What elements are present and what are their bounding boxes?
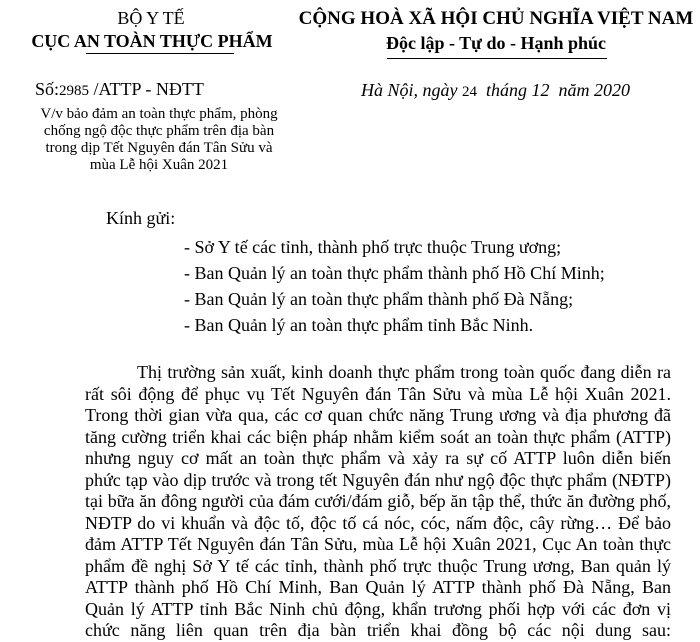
body-line: phức tạp vào dịp trước và trong tết Nguyên đán như ngộ độc thực phẩm (NĐTP) <box>85 469 671 490</box>
body-paragraph <box>85 362 671 642</box>
recipient-item: - Sở Y tế các tỉnh, thành phố trực thuộc Trung ương; <box>184 237 562 257</box>
body-line: Trong thời gian vừa qua, các cơ quan chức năng Trung ương và địa phương đã <box>85 405 671 425</box>
doc-no-prefix: Số: <box>35 79 60 99</box>
subject-line: trong dịp Tết Nguyên đán Tân Sửu và <box>45 140 273 156</box>
subject-line: chống ngộ độc thực phẩm trên địa bàn <box>43 123 275 139</box>
recipient-item: - Ban Quản lý an toàn thực phẩm thành phố Hồ Chí Minh; <box>184 263 605 283</box>
body-line: Thị trường sản xuất, kinh doanh thực phẩm trong toàn quốc đang diễn ra <box>137 362 671 382</box>
body-line: tăng cường triển khai các biện pháp nhằm kiểm soát an toàn thực phẩm (ATTP) <box>85 426 671 447</box>
body-line: NĐTP do vi khuẩn và độc tố, độc tố cá nóc, cóc, nấm độc, cây rừng… Để bảo <box>85 512 671 533</box>
subject-line: V/v bảo đảm an toàn thực phẩm, phòng <box>40 106 278 122</box>
body-line: phẩm đề nghị Sở Y tế các tỉnh, thành phố trực thuộc Trung ương, Ban quản lý <box>85 555 671 576</box>
date-place: Hà Nội, ngày <box>361 80 458 100</box>
recipient-item: - Ban Quản lý an toàn thực phẩm tỉnh Bắc Ninh. <box>184 315 534 335</box>
date-year: năm 2020 <box>558 80 631 100</box>
document-number <box>35 79 204 100</box>
body-line: rất sôi động để phục vụ Tết Nguyên đán Tân Sửu và mùa Lễ hội Xuân 2021. <box>85 383 671 404</box>
body-line: nhưng nguy cơ mất an toàn thực phẩm và xảy ra sự cố ATTP luôn diễn biến <box>85 448 671 468</box>
country-name: CỘNG HOÀ XÃ HỘI CHỦ NGHĨA VIỆT NAM <box>298 8 694 29</box>
body-line: Quản lý ATTP tỉnh Bắc Ninh chủ động, khẩn trương phối hợp với các đơn vị <box>85 598 671 619</box>
body-line: ATTP thành phố Hồ Chí Minh, Ban Quản lý ATTP thành phố Đà Nẵng, Ban <box>85 577 671 597</box>
date-month-label: tháng <box>486 80 528 100</box>
recipient-item: - Ban Quản lý an toàn thực phẩm thành phố Đà Nẵng; <box>184 289 574 309</box>
national-motto: Độc lập - Tự do - Hạnh phúc <box>385 33 607 53</box>
document-subject <box>24 106 294 174</box>
date-day: 24 <box>462 84 477 100</box>
agency-name: CỤC AN TOÀN THỰC PHẨM <box>31 31 273 51</box>
body-line: đảm ATTP Tết Nguyên đán Tân Sửu, mùa Lễ hội Xuân 2021, Cục An toàn thực <box>85 534 671 554</box>
doc-no-suffix: /ATTP - NĐTT <box>93 79 204 99</box>
motto-underline <box>387 58 607 59</box>
agency-underline <box>86 53 234 54</box>
date-month: 12 <box>531 80 550 100</box>
dateline <box>361 80 630 101</box>
body-line: tại bữa ăn đông người của đám cưới/đám giỗ, bếp ăn tập thể, thức ăn đường phố, <box>85 491 671 511</box>
body-line: chức năng liên quan trên địa bàn triển khai đồng bộ các nội dung sau: <box>85 620 671 640</box>
doc-no-value: 2985 <box>59 83 90 99</box>
ministry-name: BỘ Y TẾ <box>117 8 185 28</box>
subject-line: mùa Lễ hội Xuân 2021 <box>89 157 229 173</box>
recipient-list <box>184 234 605 338</box>
greeting: Kính gửi: <box>106 208 176 228</box>
